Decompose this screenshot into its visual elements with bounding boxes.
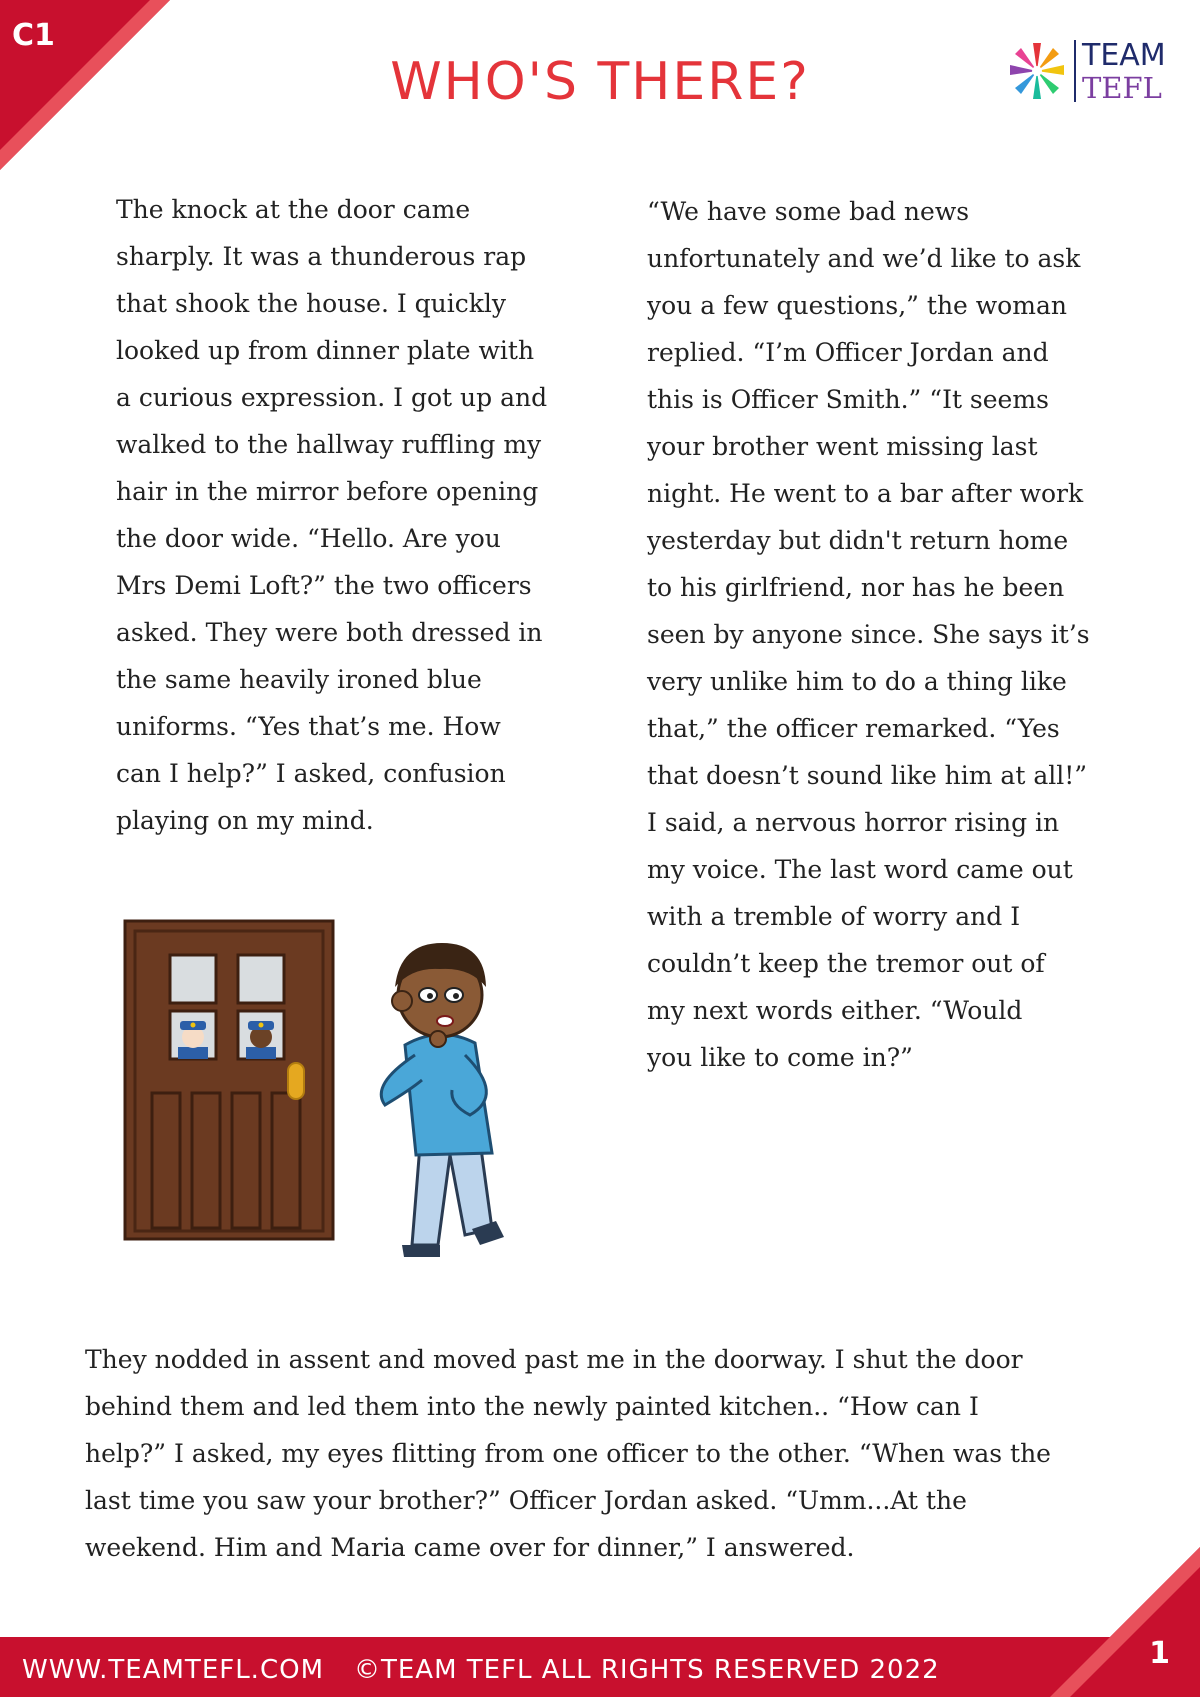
story-line: help?” I asked, my eyes flitting from one officer to the other. “When was the — [85, 1439, 1051, 1468]
logo-line-tefl: TEFL — [1082, 71, 1162, 105]
story-line: asked. They were both dressed in — [116, 618, 543, 647]
story-line: to his girlfriend, nor has he been — [647, 573, 1065, 602]
story-left-column — [116, 186, 586, 844]
story-line: replied. “I’m Officer Jordan and — [647, 338, 1049, 367]
story-line: the door wide. “Hello. Are you — [116, 524, 501, 553]
story-line: yesterday but didn't return home — [647, 526, 1069, 555]
story-line: looked up from dinner plate with — [116, 336, 535, 365]
story-line: unfortunately and we’d like to ask — [647, 244, 1081, 273]
corner-decoration — [1050, 1547, 1200, 1697]
story-bottom-paragraph — [85, 1336, 1130, 1571]
logo-wordmark — [1082, 40, 1166, 104]
story-line: hair in the mirror before opening — [116, 477, 539, 506]
story-line: this is Officer Smith.” “It seems — [647, 385, 1049, 414]
logo-divider — [1074, 40, 1076, 102]
story-line: I said, a nervous horror rising in — [647, 808, 1060, 837]
story-line: walked to the hallway ruffling my — [116, 430, 542, 459]
story-line: very unlike him to do a thing like — [647, 667, 1067, 696]
story-line: The knock at the door came — [116, 195, 471, 224]
logo-line-team: TEAM — [1082, 38, 1166, 73]
story-line: “We have some bad news — [647, 197, 970, 226]
worried-person-icon — [381, 943, 504, 1257]
story-line: a curious expression. I got up and — [116, 383, 548, 412]
story-line: my next words either. “Would — [647, 996, 1023, 1025]
story-line: my voice. The last word came out — [647, 855, 1073, 884]
story-line: that shook the house. I quickly — [116, 289, 507, 318]
story-line: seen by anyone since. She says it’s — [647, 620, 1090, 649]
story-line: couldn’t keep the tremor out of — [647, 949, 1045, 978]
level-badge: C1 — [12, 18, 55, 53]
officer-icon — [178, 1021, 208, 1059]
footer-website-link[interactable]: WWW.TEAMTEFL.COM — [22, 1655, 324, 1685]
story-line: with a tremble of worry and I — [647, 902, 1021, 931]
story-line: night. He went to a bar after work — [647, 479, 1084, 508]
page-number: 1 — [1149, 1636, 1170, 1671]
story-right-column — [647, 188, 1127, 1081]
story-line: playing on my mind. — [116, 806, 374, 835]
story-line: your brother went missing last — [647, 432, 1038, 461]
story-line: the same heavily ironed blue — [116, 665, 482, 694]
story-line: sharply. It was a thunderous rap — [116, 242, 527, 271]
footer-text — [22, 1655, 940, 1685]
story-line: you a few questions,” the woman — [647, 291, 1067, 320]
story-line: They nodded in assent and moved past me in the doorway. I shut the door — [85, 1345, 1023, 1374]
story-line: behind them and led them into the newly painted kitchen.. “How can I — [85, 1392, 979, 1421]
story-line: weekend. Him and Maria came over for dinner,” I answered. — [85, 1533, 855, 1562]
story-line: that doesn’t sound like him at all!” — [647, 761, 1088, 790]
officer-icon — [246, 1021, 276, 1059]
door-icon — [125, 921, 333, 1239]
story-line: Mrs Demi Loft?” the two officers — [116, 571, 532, 600]
door-and-person-illustration — [120, 915, 570, 1275]
story-line: that,” the officer remarked. “Yes — [647, 714, 1060, 743]
story-line: can I help?” I asked, confusion — [116, 759, 506, 788]
story-line: last time you saw your brother?” Officer Jordan asked. “Umm...At the — [85, 1486, 967, 1515]
footer-copyright: ©TEAM TEFL ALL RIGHTS RESERVED 2022 — [354, 1655, 940, 1685]
story-line: you like to come in?” — [647, 1043, 913, 1072]
story-line: uniforms. “Yes that’s me. How — [116, 712, 501, 741]
page-title: WHO'S THERE? — [390, 52, 810, 112]
